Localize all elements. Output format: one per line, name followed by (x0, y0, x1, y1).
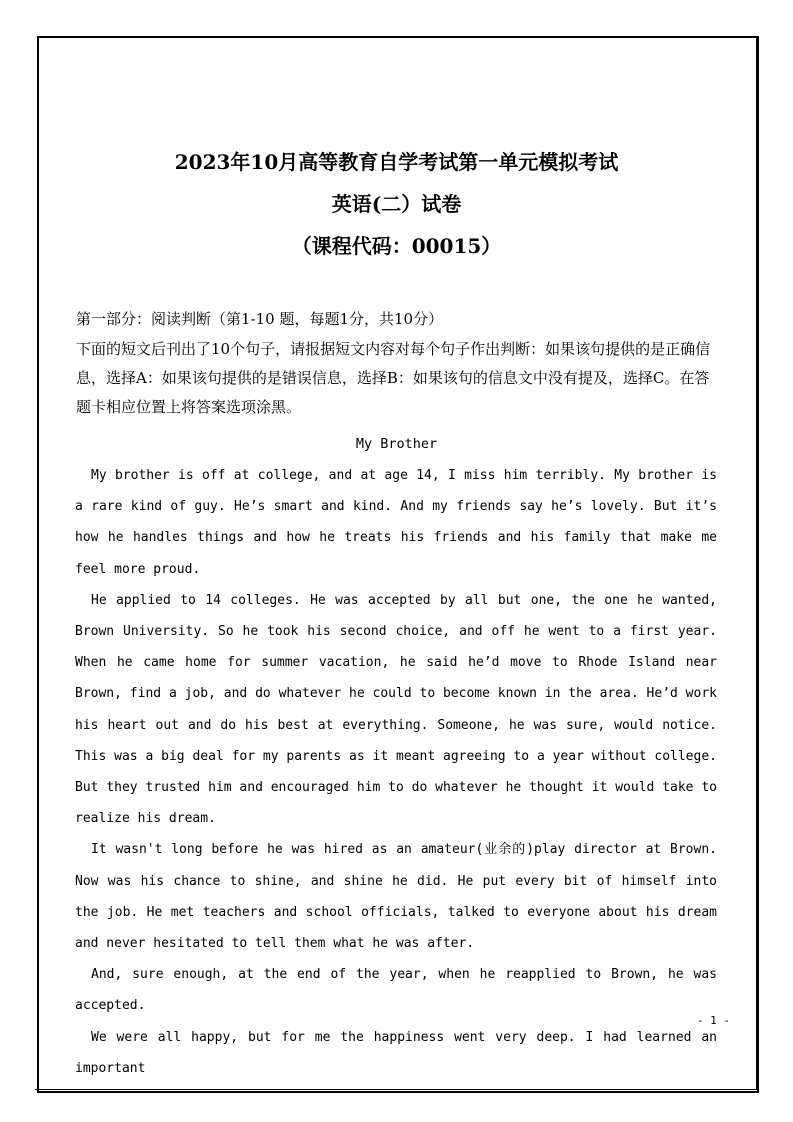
passage-body (75, 460, 717, 1084)
passage-title: My Brother (355, 436, 438, 452)
passage-paragraph: He applied to 14 colleges. He was accepted by all but one, the one he wanted, Brown University. So he took his second choice, and off he went to a first year. When he came home for summer vacation, he said he’d move to Rhode Island near Brown, find a job, and do whatever he could to become known in the area. He’d work his heart out and do his best at everything. Someone, he was sure, would notice. This was a big deal for my parents as it meant agreeing to a year without college. But they trusted him and encouraged him to do whatever he thought it would take to realize his dream. (75, 592, 717, 827)
passage-paragraph: My brother is off at college, and at age 14, I miss him terribly. My brother is a rare kind of guy. He’s smart and kind. And my friends say he’s lovely. But it’s how he handles things and how he treats his friends and his family that make me feel more proud. (75, 468, 717, 577)
passage-paragraph: We were all happy, but for me the happiness went very deep. I had learned an important (75, 1029, 717, 1076)
exam-subject: 英语(二）试卷 (331, 192, 462, 216)
section-heading: 第一部分：阅读判断（第1-10 题，每题1分，共10分） (76, 310, 444, 328)
passage-paragraph: It wasn't long before he was hired as an amateur(业余的)play director at Brown. Now was his chance to shine, and shine he did. He put every bit of himself into the job. He met teachers and school officials, talked to everyone about his dream and never hesitated to tell them what he was after. (75, 842, 717, 952)
page-number: - 1 - (696, 1014, 730, 1027)
exam-title: 2023年10月高等教育自学考试第一单元模拟考试 (174, 150, 619, 174)
course-code: （课程代码：00015） (291, 234, 502, 258)
section-instructions: 下面的短文后刊出了10个句子，请报据短文内容对每个句子作出判断：如果该句提供的是正确信息，选择A：如果该句提供的是错误信息，选择B：如果该句的信息文中没有提及，选择C。在答题卡相应位置上将答案选项涂黑。 (76, 340, 711, 416)
passage-paragraph: And, sure enough, at the end of the year, when he reapplied to Brown, he was accepted. (75, 967, 717, 1014)
